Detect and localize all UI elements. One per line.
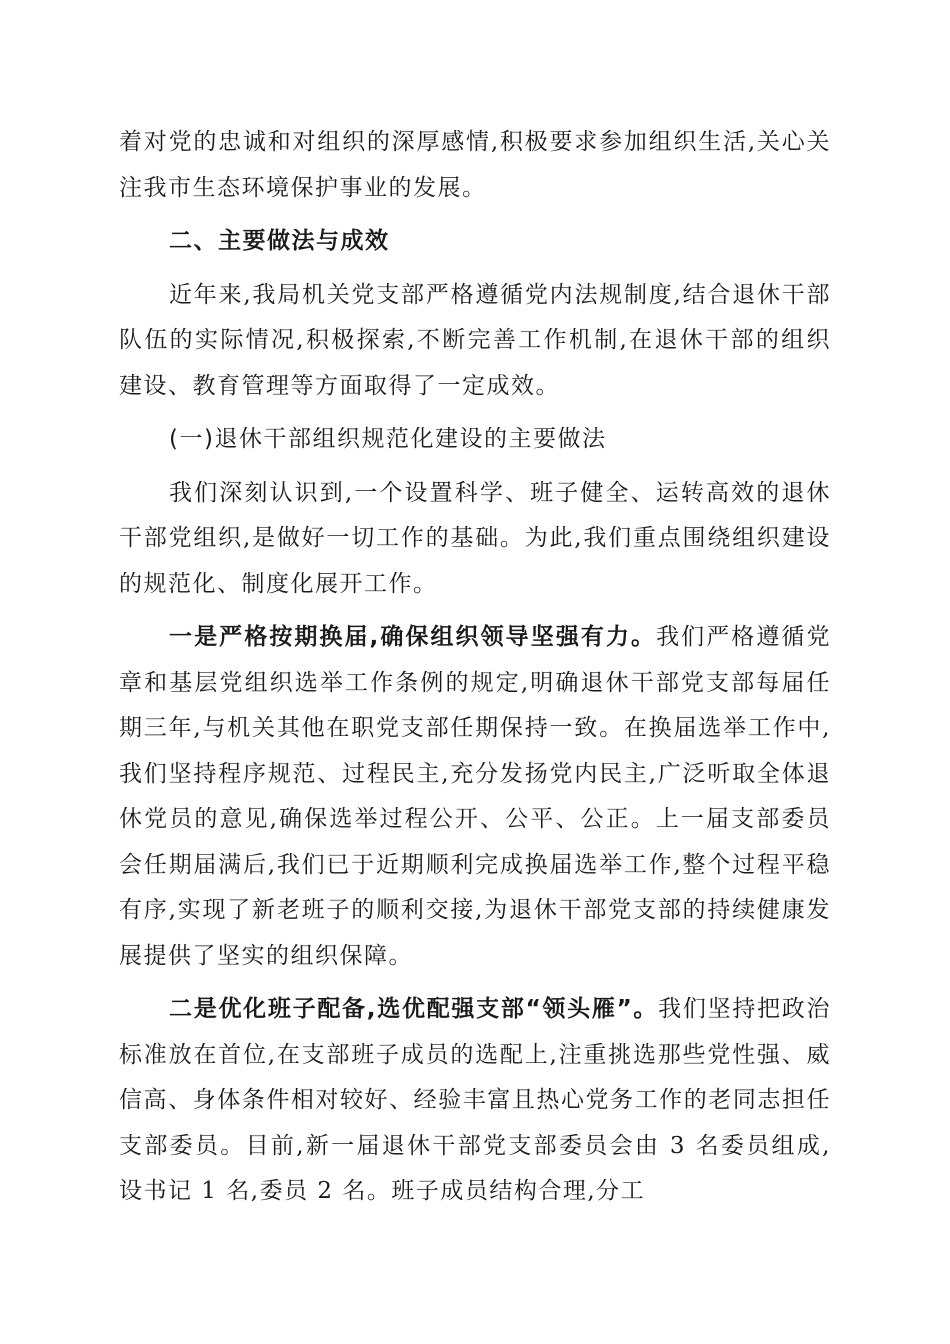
section-heading: 二、主要做法与成效	[169, 228, 390, 254]
paragraph-continuation: 着对党的忠诚和对组织的深厚感情,积极要求参加组织生活,关心关注我市生态环境保护事业的发展。	[119, 129, 831, 201]
paragraph-recognition: 我们深刻认识到,一个设置科学、班子健全、运转高效的退休干部党组织,是做好一切工作的基础。为此,我们重点围绕组织建设的规范化、制度化展开工作。	[119, 479, 831, 597]
paragraph-intro: 近年来,我局机关党支部严格遵循党内法规制度,结合退休干部队伍的实际情况,积极探索,不断完善工作机制,在退休干部的组织建设、教育管理等方面取得了一定成效。	[119, 281, 831, 399]
point-2-body: 我们坚持把政治标准放在首位,在支部班子成员的选配上,注重挑选那些党性强、威信高、身体条件相对较好、经验丰富且热心党务工作的老同志担任支部委员。目前,新一届退休干部党支部委员会由 3 名委员组成,设书记 1 名,委员 2 名。班子成员结构合理,分工	[119, 996, 831, 1204]
point-1-lead: 一是严格按期换届,确保组织领导坚强有力。	[169, 624, 657, 650]
paragraph-point-1	[119, 615, 831, 979]
point-1-body: 我们严格遵循党章和基层党组织选举工作条例的规定,明确退休干部党支部每届任期三年,与机关其他在职党支部任期保持一致。在换届选举工作中,我们坚持程序规范、过程民主,充分发扬党内民主,广泛听取全体退休党员的意见,确保选举过程公开、公平、公正。上一届支部委员会任期届满后,我们已于近期顺利完成换届选举工作,整个过程平稳有序,实现了新老班子的顺利交接,为退休干部党支部的持续健康发展提供了坚实的组织保障。	[119, 624, 831, 969]
subheading-organization: (一)退休干部组织规范化建设的主要做法	[169, 426, 607, 452]
point-2-lead: 二是优化班子配备,选优配强支部“领头雁”。	[169, 996, 659, 1022]
document-body	[119, 120, 831, 1223]
paragraph-point-2	[119, 987, 831, 1215]
